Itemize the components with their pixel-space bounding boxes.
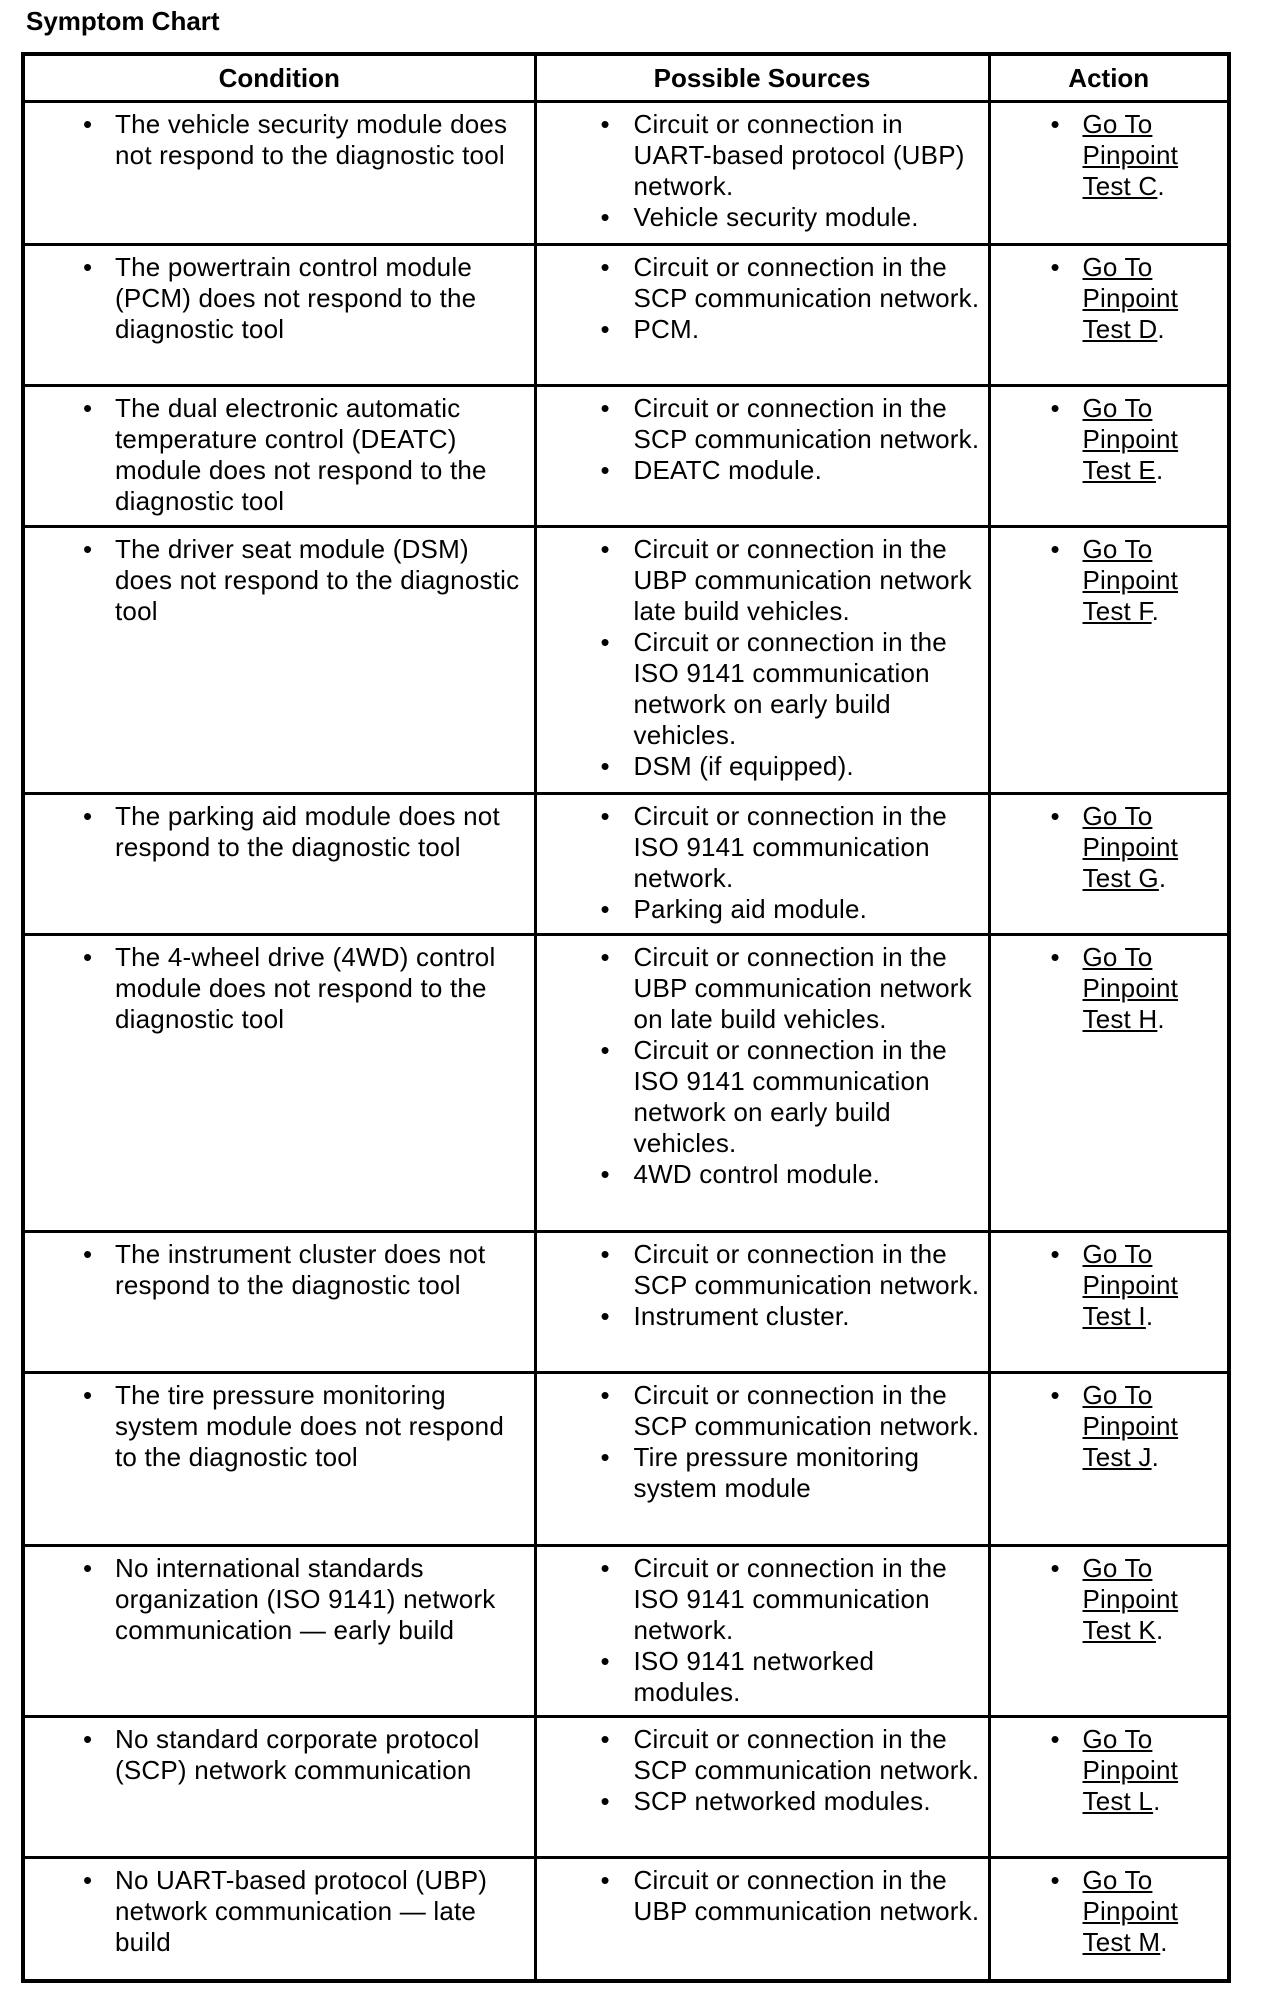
table-row bbox=[23, 1858, 1229, 1981]
possible-source-item: • Vehicle security module. bbox=[541, 202, 984, 233]
possible-source-item: • PCM. bbox=[541, 314, 984, 345]
action-item bbox=[995, 1239, 1224, 1332]
condition-cell bbox=[23, 794, 535, 935]
action-item bbox=[995, 534, 1224, 627]
action-suffix: . bbox=[1157, 171, 1165, 201]
action-item bbox=[995, 1380, 1224, 1473]
action-suffix: . bbox=[1158, 863, 1167, 893]
pinpoint-test-link[interactable]: Go To bbox=[1082, 1724, 1153, 1754]
possible-source-item: • Circuit or connection in the SCP communication network. bbox=[541, 252, 984, 314]
action-suffix: . bbox=[1155, 455, 1164, 485]
possible-source-item: • DEATC module. bbox=[541, 455, 984, 486]
pinpoint-test-link[interactable]: Pinpoint bbox=[1082, 1270, 1179, 1300]
pinpoint-test-link[interactable]: Test M bbox=[1082, 1927, 1161, 1957]
condition-cell bbox=[23, 1717, 535, 1858]
table-row bbox=[23, 1373, 1229, 1546]
condition-text: • The 4-wheel drive (4WD) control module does not respond to the diagnostic tool bbox=[29, 942, 530, 1035]
action-item bbox=[995, 942, 1224, 1035]
action-suffix: . bbox=[1157, 314, 1165, 344]
condition-text: • The parking aid module does not respond to the diagnostic tool bbox=[29, 801, 530, 863]
condition-cell bbox=[23, 527, 535, 794]
action-cell bbox=[989, 1858, 1229, 1981]
header-condition: Condition bbox=[23, 54, 535, 102]
condition-text: • No international standards organization (ISO 9141) network communication — early build bbox=[29, 1553, 530, 1646]
table-row bbox=[23, 1546, 1229, 1717]
action-suffix: . bbox=[1153, 1786, 1161, 1816]
possible-sources-cell bbox=[535, 386, 989, 527]
pinpoint-test-link[interactable]: Test I bbox=[1082, 1301, 1146, 1331]
possible-source-item: • Circuit or connection in the UBP communication network late build vehicles. bbox=[541, 534, 984, 627]
pinpoint-test-link[interactable]: Pinpoint bbox=[1082, 832, 1179, 862]
pinpoint-test-link[interactable]: Test F bbox=[1082, 596, 1152, 626]
possible-source-item: • Circuit or connection in the ISO 9141 communication network. bbox=[541, 1553, 984, 1646]
pinpoint-test-link[interactable]: Go To bbox=[1082, 109, 1153, 139]
pinpoint-test-link[interactable]: Pinpoint bbox=[1082, 1896, 1179, 1926]
possible-source-item: • Instrument cluster. bbox=[541, 1301, 984, 1332]
possible-source-item: • SCP networked modules. bbox=[541, 1786, 984, 1817]
possible-sources-cell bbox=[535, 102, 989, 245]
action-item bbox=[995, 801, 1224, 894]
pinpoint-test-link[interactable]: Pinpoint bbox=[1082, 283, 1179, 313]
action-item bbox=[995, 109, 1224, 202]
table-row bbox=[23, 245, 1229, 386]
table-row bbox=[23, 794, 1229, 935]
condition-text: • The instrument cluster does not respond to the diagnostic tool bbox=[29, 1239, 530, 1301]
possible-sources-cell bbox=[535, 794, 989, 935]
possible-source-item: • Circuit or connection in the SCP communication network. bbox=[541, 1239, 984, 1301]
action-suffix: . bbox=[1151, 1442, 1160, 1472]
possible-source-item: • Circuit or connection in the UBP communication network on late build vehicles. bbox=[541, 942, 984, 1035]
possible-source-item: • Circuit or connection in the ISO 9141 communication network on early build vehicles. bbox=[541, 627, 984, 751]
possible-sources-cell bbox=[535, 245, 989, 386]
condition-text: • The dual electronic automatic temperature control (DEATC) module does not respond to the diagnostic tool bbox=[29, 393, 530, 517]
action-cell bbox=[989, 386, 1229, 527]
action-cell bbox=[989, 794, 1229, 935]
condition-cell bbox=[23, 1373, 535, 1546]
pinpoint-test-link[interactable]: Pinpoint bbox=[1082, 1584, 1179, 1614]
condition-text: • No standard corporate protocol (SCP) network communication bbox=[29, 1724, 530, 1786]
possible-source-item: • Circuit or connection in the SCP communication network. bbox=[541, 1380, 984, 1442]
header-action: Action bbox=[989, 54, 1229, 102]
possible-source-item: • Circuit or connection in the UBP communication network. bbox=[541, 1865, 984, 1927]
possible-source-item: • Circuit or connection in the ISO 9141 communication network. bbox=[541, 801, 984, 894]
pinpoint-test-link[interactable]: Test E bbox=[1082, 455, 1156, 485]
condition-cell bbox=[23, 102, 535, 245]
pinpoint-test-link[interactable]: Pinpoint bbox=[1082, 1755, 1179, 1785]
table-row bbox=[23, 1232, 1229, 1373]
action-suffix: . bbox=[1151, 596, 1160, 626]
condition-cell bbox=[23, 1858, 535, 1981]
action-item bbox=[995, 1865, 1224, 1958]
action-cell bbox=[989, 1717, 1229, 1858]
pinpoint-test-link[interactable]: Go To bbox=[1082, 1239, 1153, 1269]
possible-sources-cell bbox=[535, 1232, 989, 1373]
possible-sources-cell bbox=[535, 1717, 989, 1858]
table-row bbox=[23, 935, 1229, 1232]
pinpoint-test-link[interactable]: Test L bbox=[1082, 1786, 1154, 1816]
pinpoint-test-link[interactable]: Pinpoint bbox=[1082, 973, 1179, 1003]
action-suffix: . bbox=[1145, 1301, 1154, 1331]
header-row bbox=[23, 54, 1229, 102]
action-item bbox=[995, 252, 1224, 345]
pinpoint-test-link[interactable]: Pinpoint bbox=[1082, 424, 1179, 454]
table-row bbox=[23, 1717, 1229, 1858]
action-suffix: . bbox=[1157, 1004, 1165, 1034]
possible-source-item: • Tire pressure monitoring system module bbox=[541, 1442, 984, 1504]
pinpoint-test-link[interactable]: Go To bbox=[1082, 534, 1153, 564]
table-row bbox=[23, 527, 1229, 794]
possible-sources-cell bbox=[535, 527, 989, 794]
pinpoint-test-link[interactable]: Pinpoint bbox=[1082, 140, 1179, 170]
condition-text: • The powertrain control module (PCM) does not respond to the diagnostic tool bbox=[29, 252, 530, 345]
action-cell bbox=[989, 102, 1229, 245]
condition-cell bbox=[23, 935, 535, 1232]
pinpoint-test-link[interactable]: Test D bbox=[1082, 314, 1158, 344]
pinpoint-test-link[interactable]: Go To bbox=[1082, 1865, 1153, 1895]
possible-source-item: • Circuit or connection in the SCP communication network. bbox=[541, 393, 984, 455]
page-title: Symptom Chart bbox=[26, 6, 220, 36]
action-cell bbox=[989, 1373, 1229, 1546]
possible-source-item: • Circuit or connection in the ISO 9141 communication network on early build vehicles. bbox=[541, 1035, 984, 1159]
pinpoint-test-link[interactable]: Test G bbox=[1082, 863, 1159, 893]
action-cell bbox=[989, 1232, 1229, 1373]
possible-source-item: • ISO 9141 networked modules. bbox=[541, 1646, 984, 1708]
possible-source-item: • Circuit or connection in the SCP communication network. bbox=[541, 1724, 984, 1786]
action-suffix: . bbox=[1160, 1927, 1168, 1957]
symptom-chart-table bbox=[21, 52, 1231, 1983]
action-suffix: . bbox=[1155, 1615, 1164, 1645]
table-row bbox=[23, 386, 1229, 527]
condition-text: • The driver seat module (DSM) does not respond to the diagnostic tool bbox=[29, 534, 530, 627]
pinpoint-test-link[interactable]: Test J bbox=[1082, 1442, 1152, 1472]
possible-sources-cell bbox=[535, 1373, 989, 1546]
pinpoint-test-link[interactable]: Pinpoint bbox=[1082, 565, 1179, 595]
condition-cell bbox=[23, 1232, 535, 1373]
table-row bbox=[23, 102, 1229, 245]
pinpoint-test-link[interactable]: Go To bbox=[1082, 393, 1153, 423]
possible-sources-cell bbox=[535, 1858, 989, 1981]
pinpoint-test-link[interactable]: Test C bbox=[1082, 171, 1158, 201]
pinpoint-test-link[interactable]: Go To bbox=[1082, 1380, 1153, 1410]
condition-cell bbox=[23, 386, 535, 527]
action-item bbox=[995, 393, 1224, 486]
condition-cell bbox=[23, 1546, 535, 1717]
pinpoint-test-link[interactable]: Go To bbox=[1082, 1553, 1153, 1583]
pinpoint-test-link[interactable]: Test H bbox=[1082, 1004, 1158, 1034]
action-cell bbox=[989, 935, 1229, 1232]
pinpoint-test-link[interactable]: Go To bbox=[1082, 942, 1153, 972]
action-item bbox=[995, 1724, 1224, 1817]
pinpoint-test-link[interactable]: Go To bbox=[1082, 801, 1153, 831]
action-cell bbox=[989, 245, 1229, 386]
header-possible-sources: Possible Sources bbox=[535, 54, 989, 102]
condition-text: • No UART-based protocol (UBP) network communication — late build bbox=[29, 1865, 530, 1958]
possible-sources-cell bbox=[535, 1546, 989, 1717]
possible-source-item: • Parking aid module. bbox=[541, 894, 984, 925]
possible-source-item: • Circuit or connection in UART-based protocol (UBP) network. bbox=[541, 109, 984, 202]
possible-source-item: • DSM (if equipped). bbox=[541, 751, 984, 782]
action-cell bbox=[989, 1546, 1229, 1717]
possible-sources-cell bbox=[535, 935, 989, 1232]
pinpoint-test-link[interactable]: Test K bbox=[1082, 1615, 1156, 1645]
condition-text: • The tire pressure monitoring system module does not respond to the diagnostic tool bbox=[29, 1380, 530, 1473]
pinpoint-test-link[interactable]: Go To bbox=[1082, 252, 1153, 282]
pinpoint-test-link[interactable]: Pinpoint bbox=[1082, 1411, 1179, 1441]
condition-text: • The vehicle security module does not respond to the diagnostic tool bbox=[29, 109, 530, 171]
action-item bbox=[995, 1553, 1224, 1646]
condition-cell bbox=[23, 245, 535, 386]
possible-source-item: • 4WD control module. bbox=[541, 1159, 984, 1190]
action-cell bbox=[989, 527, 1229, 794]
